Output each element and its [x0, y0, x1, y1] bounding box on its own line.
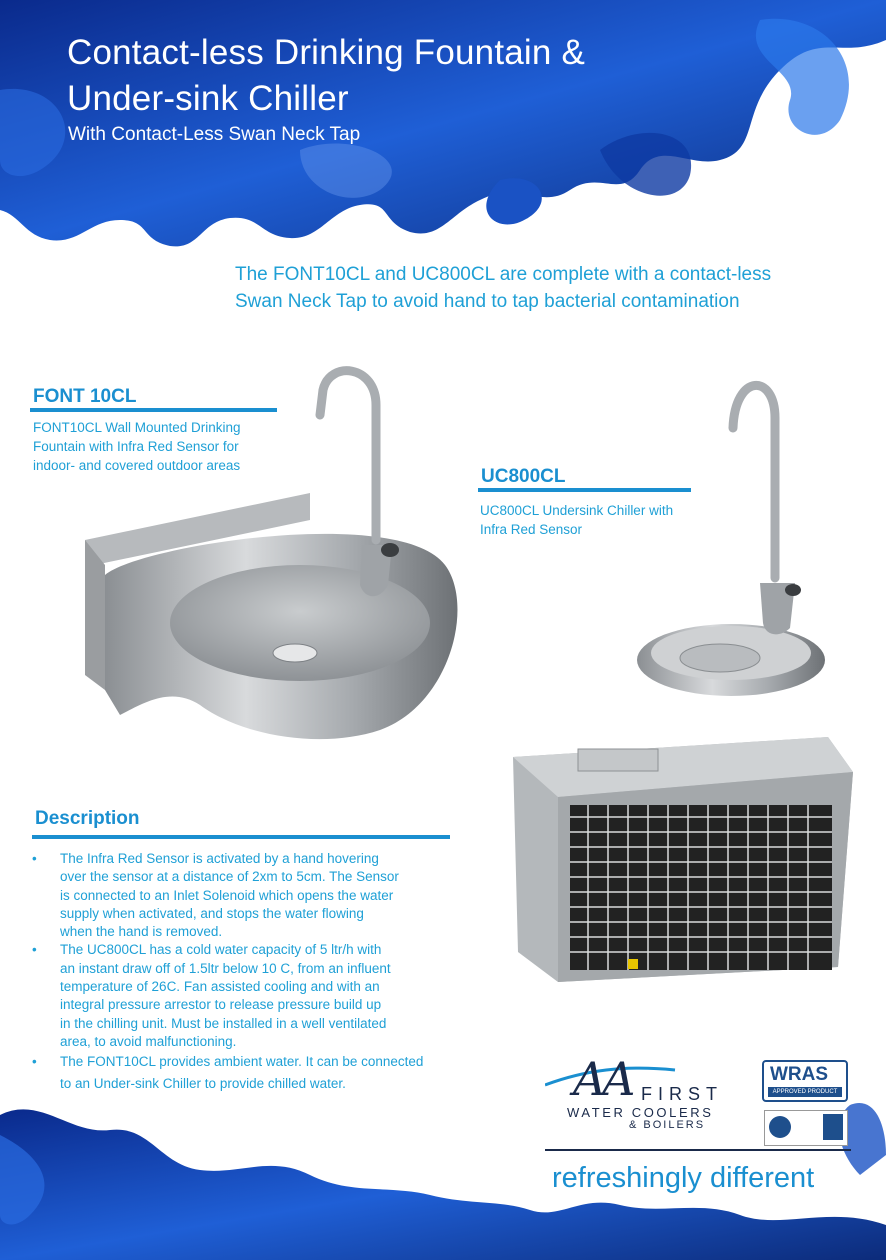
- uc800cl-tap-image: [635, 378, 835, 703]
- tagline: refreshingly different: [552, 1162, 815, 1194]
- font10cl-fountain-image: [80, 345, 465, 750]
- uc800cl-heading: UC800CL: [481, 466, 566, 487]
- certification-icon: [769, 1116, 791, 1138]
- logo-line2: & BOILERS: [629, 1119, 706, 1131]
- description-list: [32, 850, 452, 1095]
- description-rule: [32, 835, 450, 839]
- font10cl-heading: FONT 10CL: [33, 386, 137, 407]
- wras-label: WRAS: [770, 1064, 829, 1085]
- logo-mark: AA: [573, 1052, 632, 1106]
- logo-line1: WATER COOLERS: [567, 1105, 714, 1120]
- uc800cl-description: UC800CL Undersink Chiller with Infra Red Sensor: [480, 503, 674, 537]
- intro-text: The FONT10CL and UC800CL are complete with a contact-less Swan Neck Tap to avoid hand to tap bacterial contamination: [235, 264, 772, 312]
- aa-first-logo: [545, 1050, 735, 1135]
- wras-badge: [762, 1060, 848, 1102]
- page-title: Contact-less Drinking Fountain & Under-sink Chiller: [67, 33, 586, 118]
- description-bullet: • The UC800CL has a cold water capacity of 5 ltr/h with an instant draw off of 1.5ltr below 10 C, from an influent temperature of 26C. Fan assisted cooling and with an integral pressure arrestor to release pressure build up in the chilling unit. Must be installed in a well ventilated area, to avoid malfunctioning.: [32, 941, 452, 1051]
- tagline-rule: [545, 1149, 851, 1151]
- iso-cert-badges: [764, 1110, 848, 1146]
- wras-sub: APPROVED PRODUCT: [768, 1087, 842, 1097]
- description-bullet: • The FONT10CL provides ambient water. It can be connected to an Under-sink Chiller to provide chilled water.: [32, 1051, 452, 1095]
- font10cl-description: FONT10CL Wall Mounted Drinking Fountain with Infra Red Sensor for indoor- and covered outdoor areas: [33, 420, 241, 473]
- uc800cl-chiller-image: [508, 737, 858, 984]
- logo-word: FIRST: [641, 1084, 723, 1104]
- description-bullet: • The Infra Red Sensor is activated by a hand hovering over the sensor at a distance of 2xm to 5cm. The Sensor is connected to an Inlet Solenoid which opens the water supply when activated, and stops the water flowing when the hand is removed.: [32, 850, 452, 941]
- iso-icon: [823, 1114, 843, 1140]
- page-subtitle: With Contact-Less Swan Neck Tap: [68, 124, 361, 145]
- description-heading: Description: [35, 808, 140, 829]
